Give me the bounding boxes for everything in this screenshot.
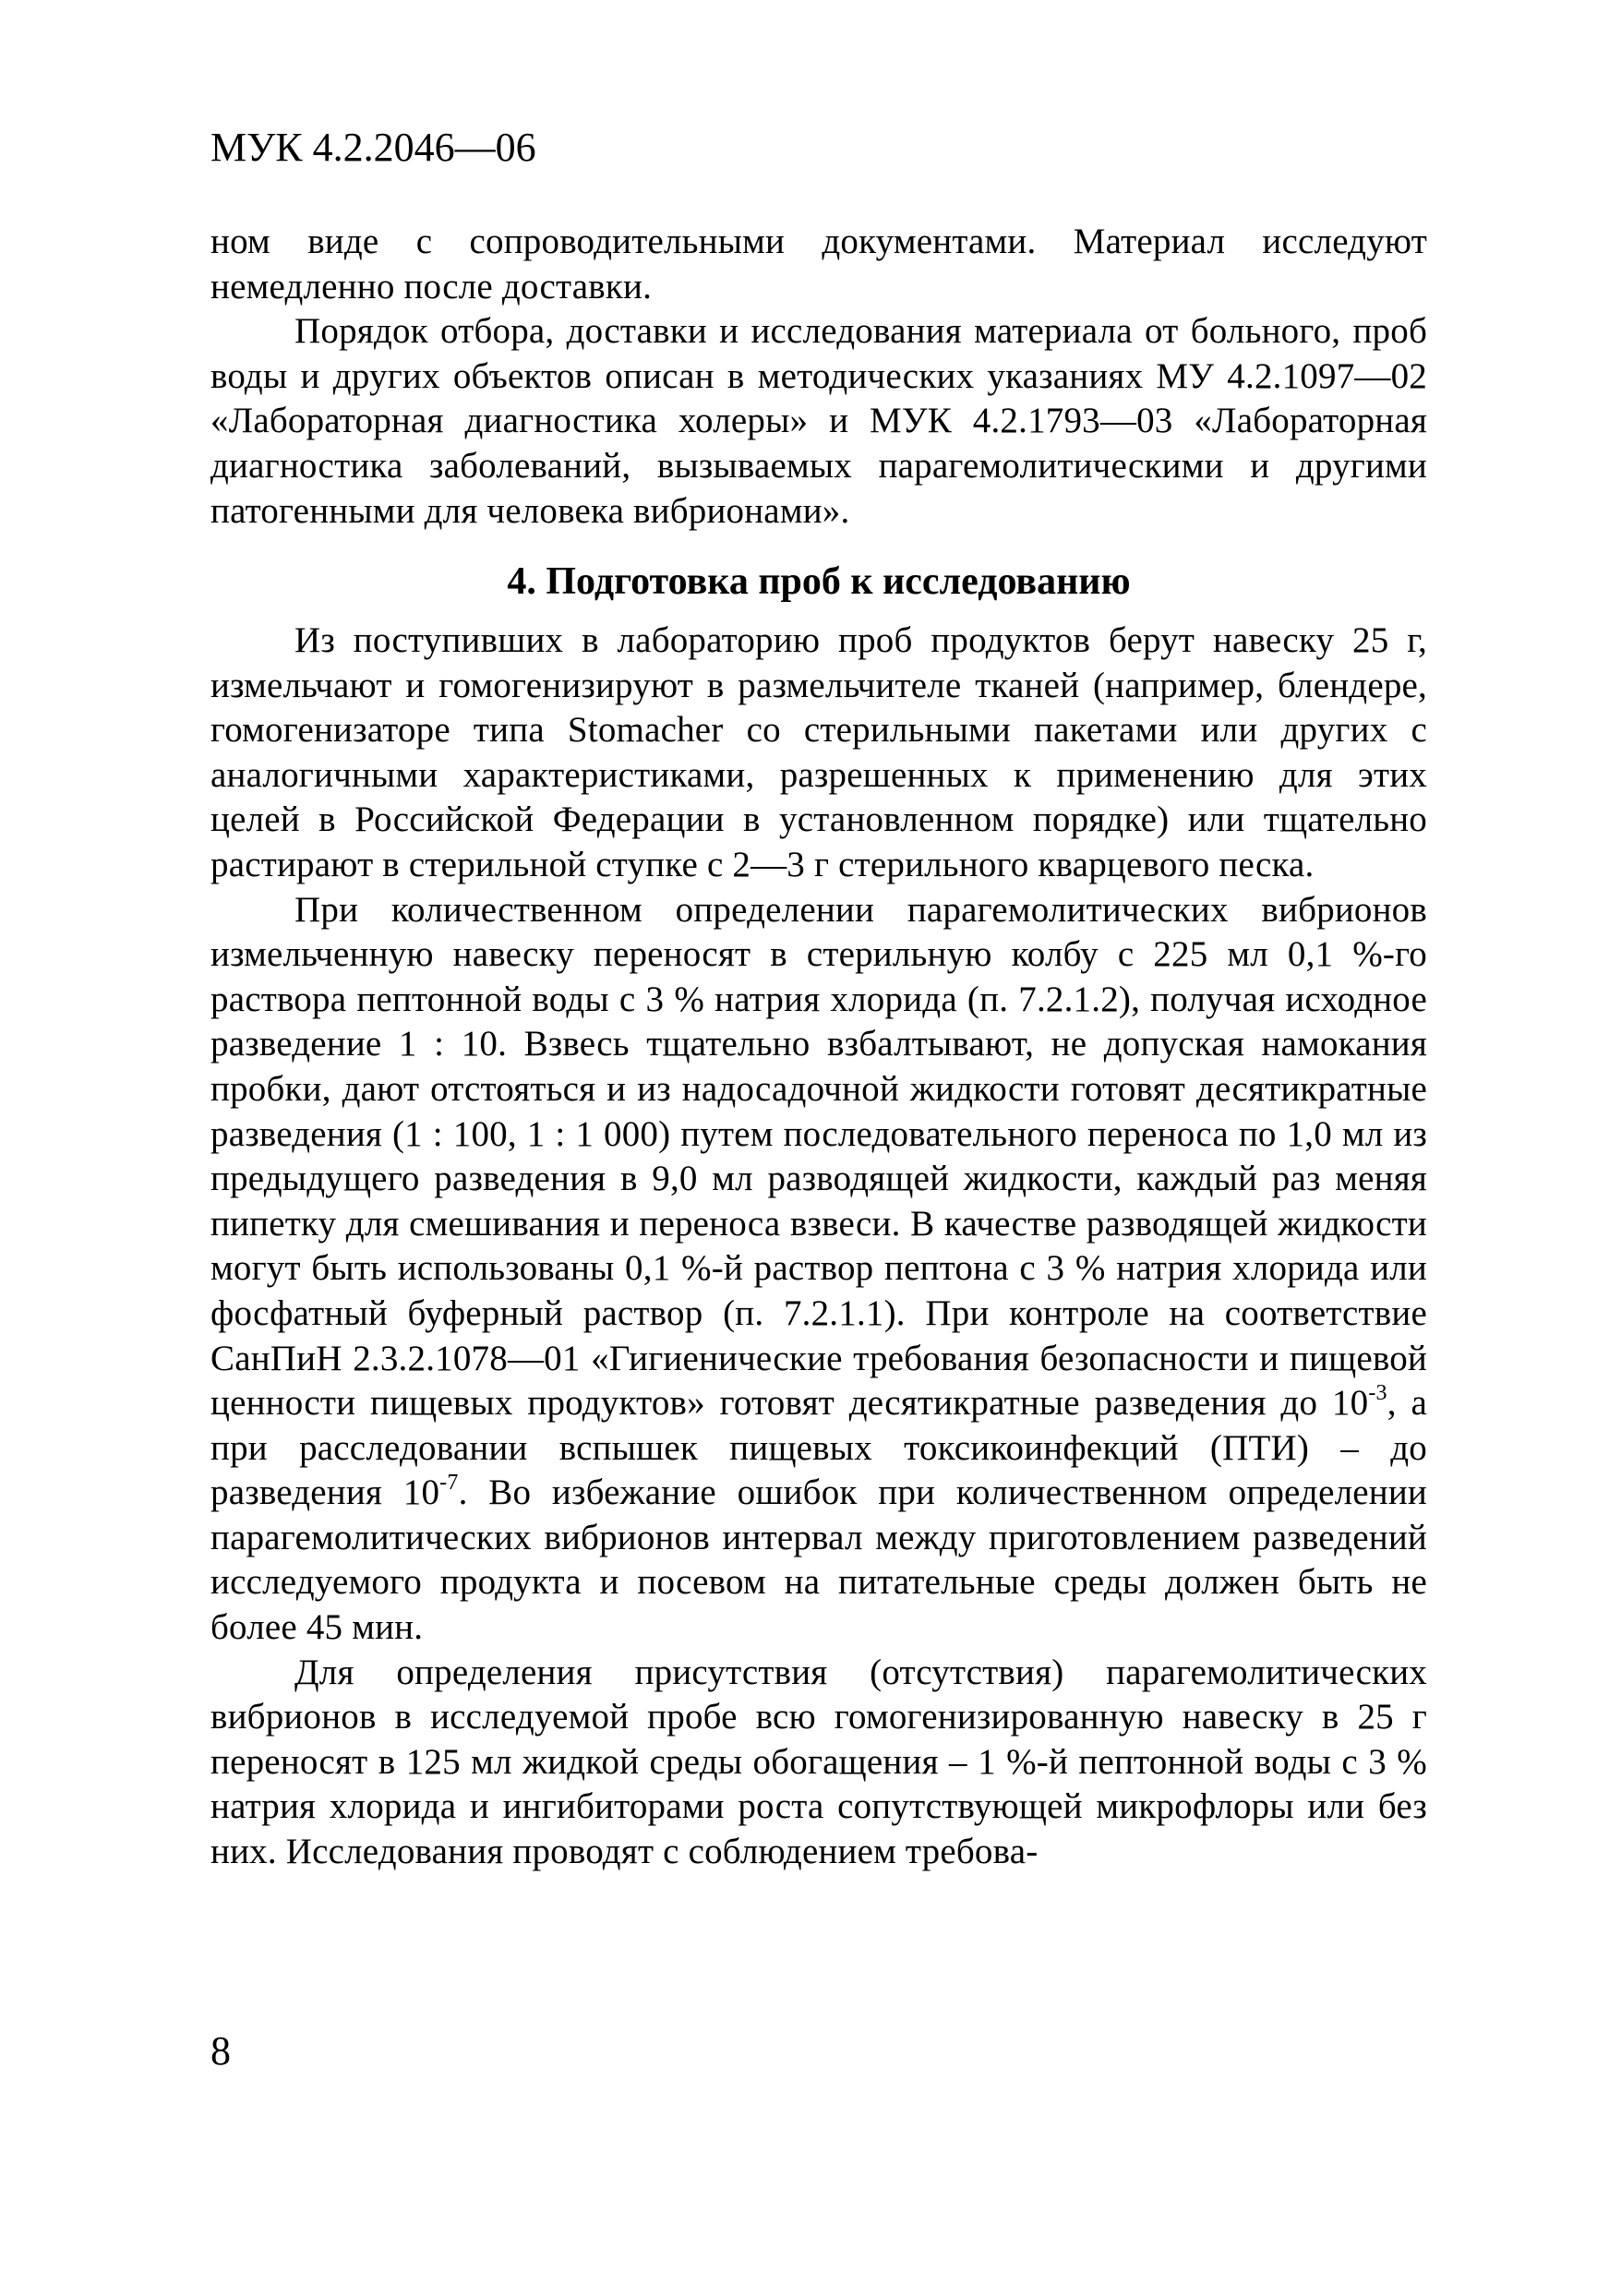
text-run: . Во избежание ошибок при количественном определении парагемолитических вибрионов интервал между приготовлением разведений исследуемого продукта и посевом на питательные среды должен быть не более 45 мин. (210, 1473, 1427, 1648)
paragraph-continuation: ном виде с сопроводительными документами. Материал исследуют немедленно после доставки. (210, 222, 1427, 307)
page-number: 8 (210, 2028, 231, 2074)
paragraph-quantitative-determination (210, 888, 1427, 1651)
text-run: При количественном определении парагемолитических вибрионов измельченную навеску переносят в стерильную колбу с 225 мл 0,1 %-го раствора пептонной воды с 3 % натрия хлорида (п. 7.2.1.2), получая исходное разведение 1 : 10. Взвесь тщательно взбалтывают, не допуская намокания пробки, дают отстояться и из надосадочной жидкости готовят десятикратные разведения (1 : 100, 1 : 1 000) путем последовательного переноса по 1,0 мл из предыдущего разведения в 9,0 мл разводящей жидкости, каждый раз меняя пипетку для смешивания и переноса взвеси. В качестве разводящей жидкости могут быть использованы 0,1 %-й раствор пептона с 3 % натрия хлорида или фосфатный буферный раствор (п. 7.2.1.1). При контроле на соответствие СанПиН 2.3.2.1078—01 «Гигиенические требования безопасности и пищевой ценности пищевых продуктов» готовят десятикратные разведения до 10 (210, 889, 1427, 1424)
paragraph-sampling-procedure: Порядок отбора, доставки и исследования материала от больного, проб воды и других объектов описан в методических указаниях МУ 4.2.1097—02 «Лабораторная диагностика холеры» и МУК 4.2.1793—03 «Лабораторная диагностика заболеваний, вызываемых парагемолитическими и другими патогенными для человека вибрионами». (210, 311, 1427, 531)
text-block-top (210, 220, 1427, 534)
section-heading: 4. Подготовка проб к исследованию (507, 560, 1131, 603)
paragraph-presence-detection: Для определения присутствия (отсутствия) парагемолитических вибрионов в исследуемой пробе всю гомогенизированную навеску в 25 г переносят в 125 мл жидкой среды обогащения – 1 %-й пептонной воды с 3 % натрия хлорида и ингибиторами роста сопутствующей микрофлоры или без них. Исследования проводят с соблюдением требова- (210, 1652, 1427, 1872)
paragraph-sample-preparation: Из поступивших в лабораторию проб продуктов берут навеску 25 г, измельчают и гомогенизируют в размельчителе тканей (например, блендере, гомогенизаторе типа Stomacher со стерильными пакетами или других с аналогичными характеристиками, разрешенных к применению для этих целей в Российской Федерации в установленном порядке) или тщательно растирают в стерильной ступке с 2—3 г стерильного кварцевого песка. (210, 620, 1427, 884)
text-run: , а при расследовании вспышек пищевых токсикоинфекций (ПТИ) – до разведения 10 (210, 1383, 1427, 1513)
exponent: -7 (439, 1471, 459, 1496)
exponent: -3 (1368, 1381, 1387, 1406)
running-header: МУК 4.2.2046—06 (210, 125, 536, 170)
text-block-section-4 (210, 619, 1427, 1875)
